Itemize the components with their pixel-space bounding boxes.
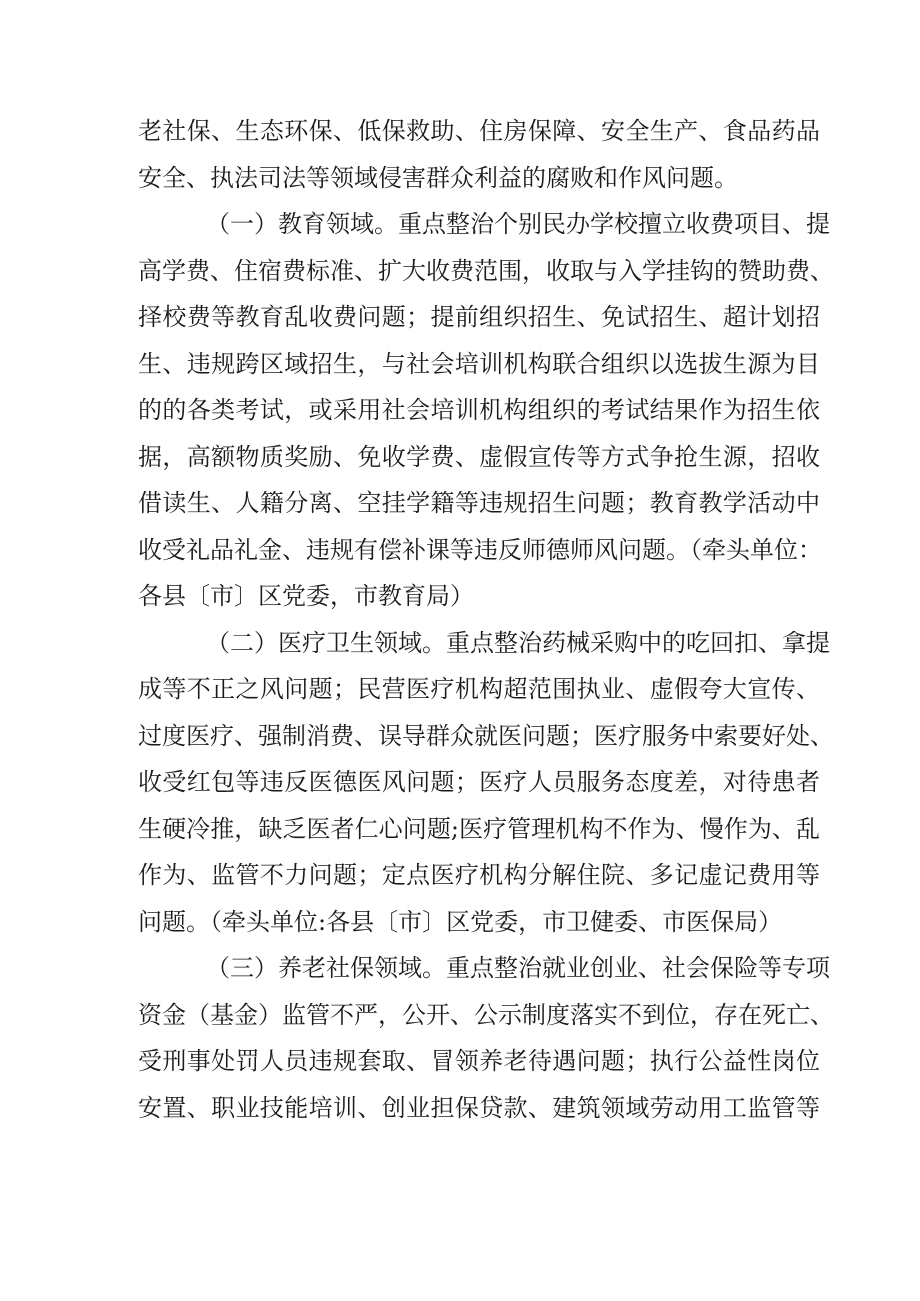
text-line: 老社保、生态环保、低保救助、住房保障、安全生产、食品药品 xyxy=(138,117,820,145)
text-line: 的的各类考试，或采用社会培训机构组织的考试结果作为招生依 xyxy=(138,396,820,424)
text-line: 各县〔市〕区党委，市教育局） xyxy=(138,582,474,610)
section-heading-line: （二）医疗卫生领域。重点整治药械采购中的吃回扣、拿提 xyxy=(206,628,830,657)
section-heading-line: （三）养老社保领域。重点整治就业创业、社会保险等专项 xyxy=(206,954,830,982)
text-line: 受刑事处罚人员违规套取、冒领养老待遇问题；执行公益性岗位 xyxy=(138,1047,820,1075)
text-line: 安全、执法司法等领域侵害群众利益的腐败和作风问题。 xyxy=(138,163,738,192)
text-line: 安置、职业技能培训、创业担保贷款、建筑领域劳动用工监管等 xyxy=(138,1093,820,1122)
text-line: 问题。（牵头单位:各县〔市〕区党委，市卫健委、市医保局） xyxy=(138,907,783,936)
text-line: 成等不正之风问题；民营医疗机构超范围执业、虚假夸大宣传、 xyxy=(138,675,820,703)
text-line: 借读生、人籍分离、空挂学籍等违规招生问题；教育教学活动中 xyxy=(138,489,820,517)
section-heading-line: （一）教育领域。重点整治个别民办学校擅立收费项目、提 xyxy=(206,210,830,238)
text-line: 择校费等教育乱收费问题；提前组织招生、免试招生、超计划招 xyxy=(138,303,820,331)
text-line: 高学费、住宿费标准、扩大收费范围，收取与入学挂钩的赞助费、 xyxy=(138,256,834,285)
text-line: 资金（基金）监管不严，公开、公示制度落实不到位，存在死亡、 xyxy=(138,1000,834,1029)
document-body xyxy=(138,108,834,1131)
paragraph-intro-continuation xyxy=(138,108,820,201)
text-line: 生硬冷推，缺乏医者仁心问题;医疗管理机构不作为、慢作为、乱 xyxy=(138,814,820,843)
paragraph-medical xyxy=(138,620,834,946)
paragraph-education xyxy=(138,201,834,620)
text-line: 作为、监管不力问题；定点医疗机构分解住院、多记虚记费用等 xyxy=(138,861,820,889)
text-line: 过度医疗、强制消费、误导群众就医问题；医疗服务中索要好处、 xyxy=(138,721,834,750)
text-line: 收受红包等违反医德医风问题；医疗人员服务态度差，对待患者 xyxy=(138,768,820,796)
text-line: 据，高额物质奖励、免收学费、虚假宣传等方式争抢生源，招收 xyxy=(138,442,820,471)
text-line: 收受礼品礼金、违规有偿补课等违反师德师风问题。（牵头单位： xyxy=(138,535,822,564)
paragraph-pension xyxy=(138,945,834,1131)
text-line: 生、违规跨区域招生，与社会培训机构联合组织以选拔生源为目 xyxy=(138,349,820,378)
